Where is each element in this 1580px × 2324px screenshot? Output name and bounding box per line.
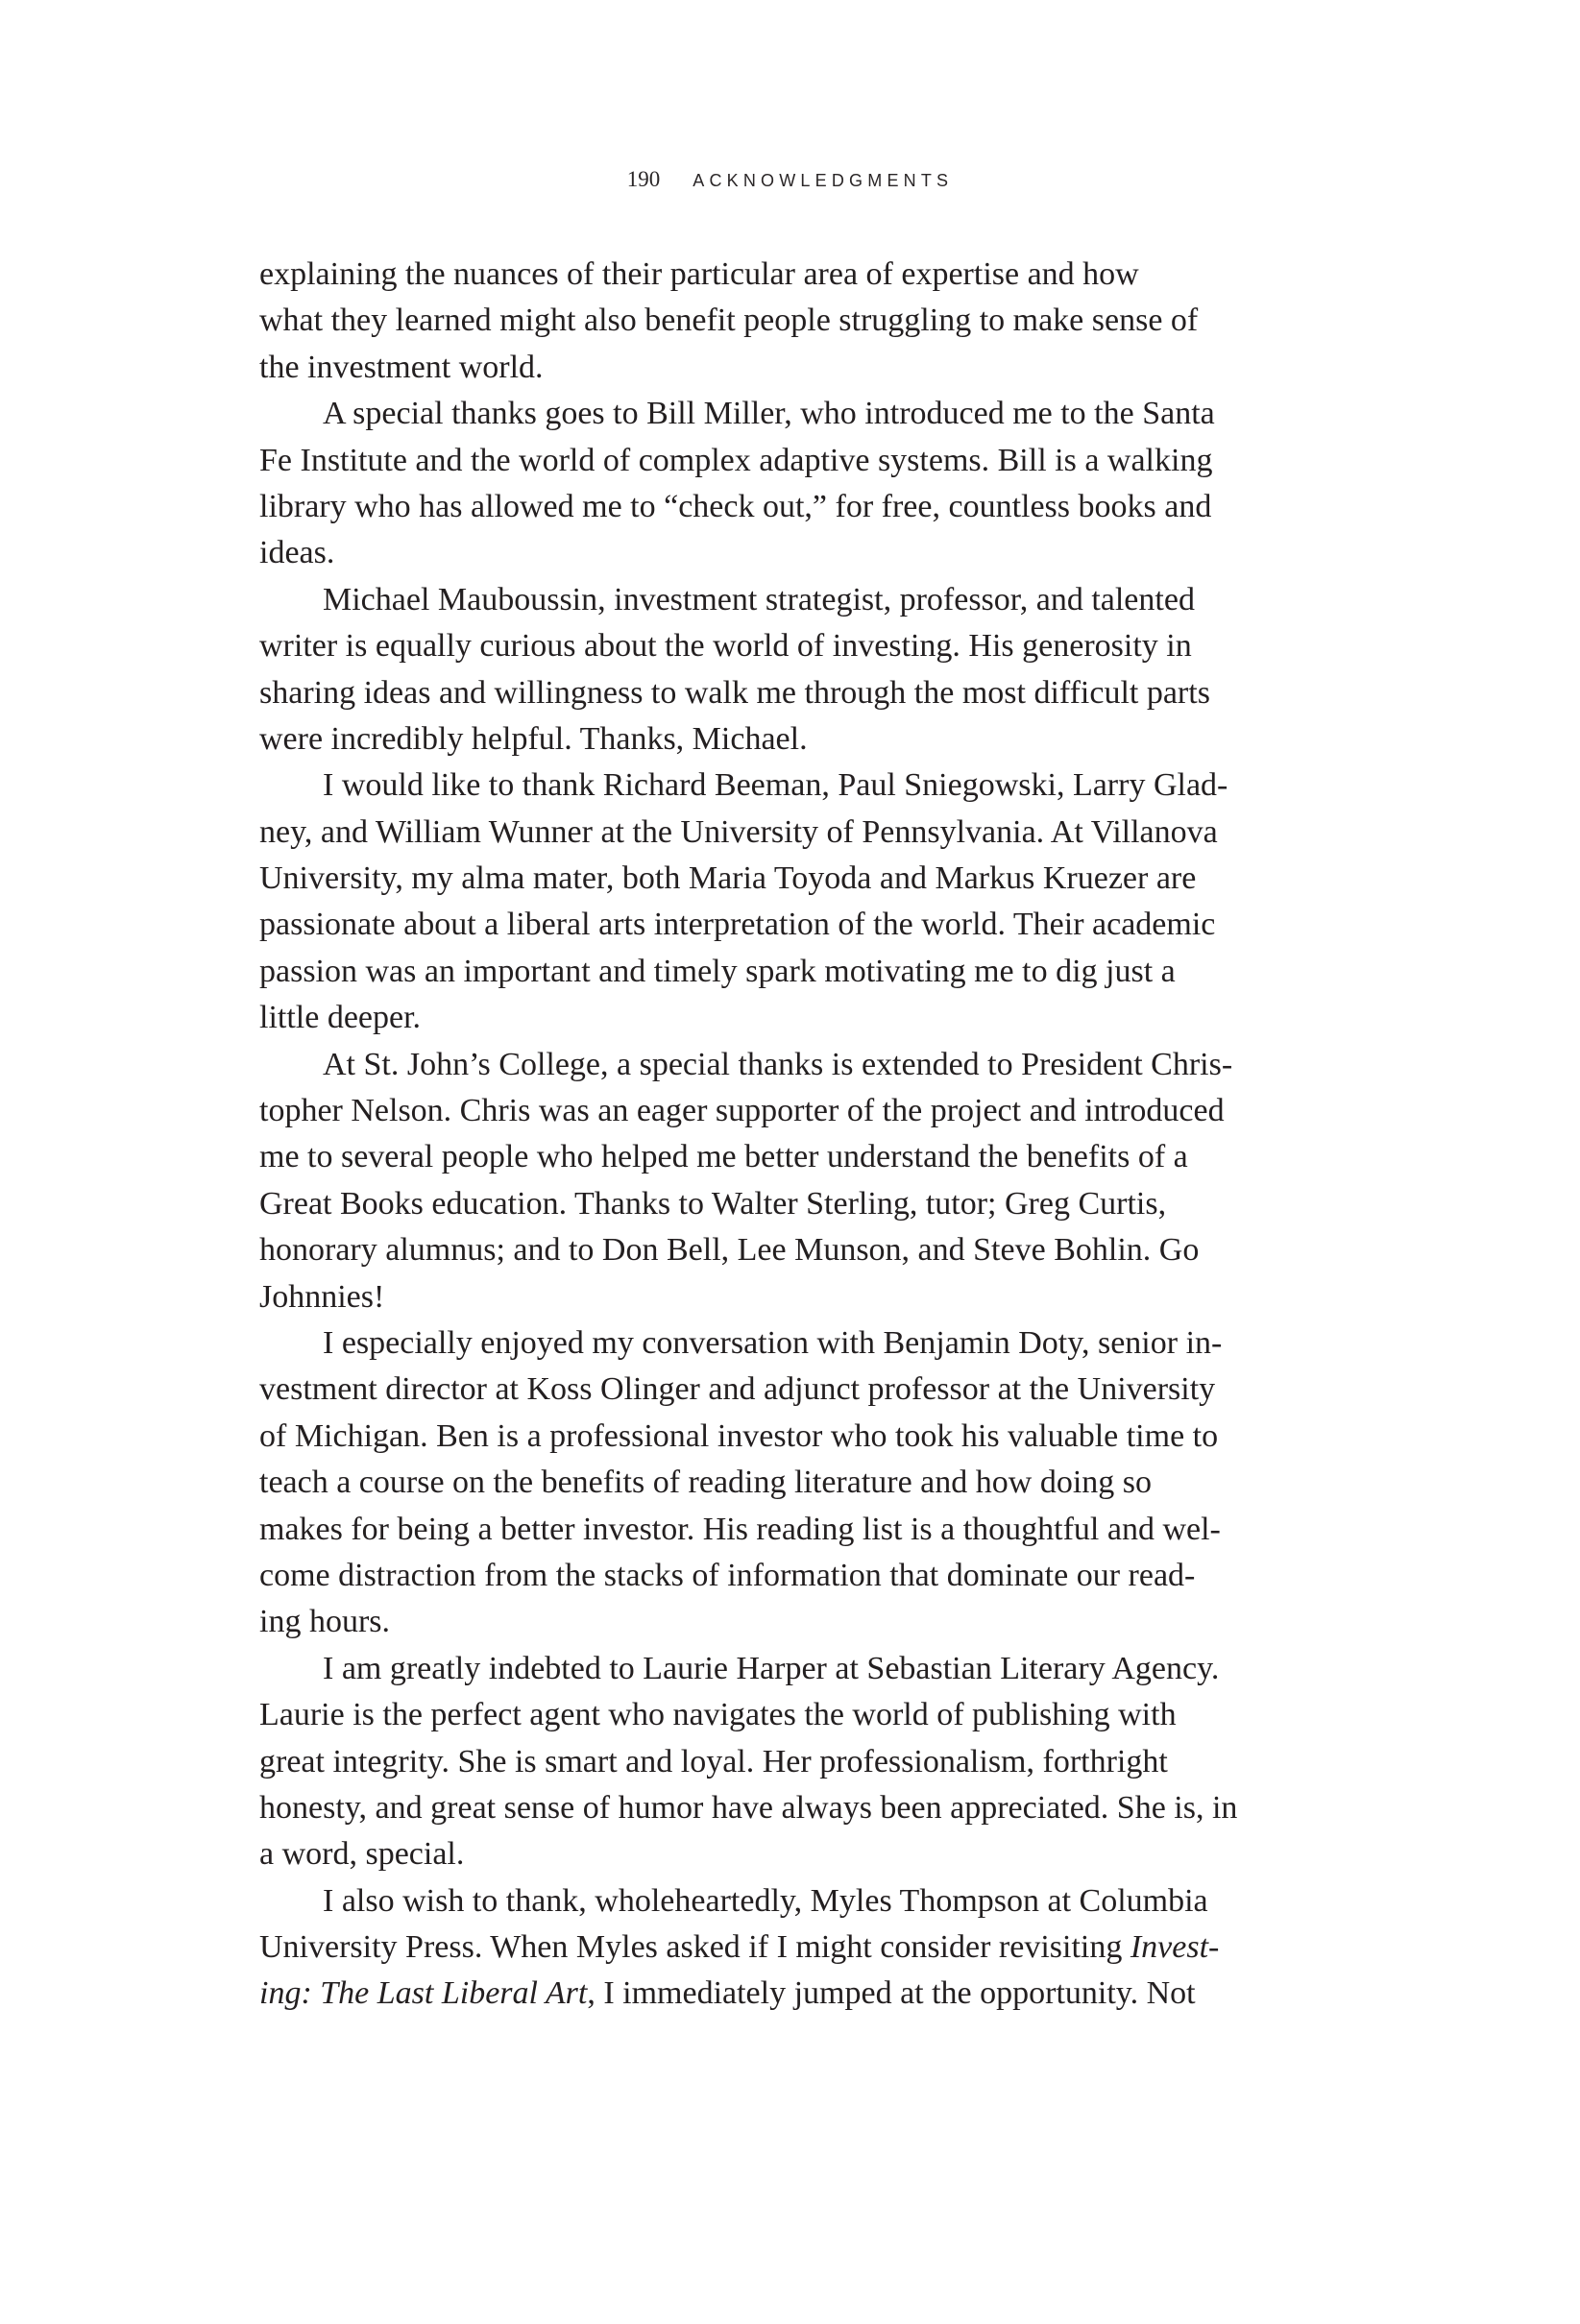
text-line: Laurie is the perfect agent who navigates the world of publishing with bbox=[259, 1697, 1177, 1733]
text-line: great integrity. She is smart and loyal. Her professionalism, forthright bbox=[259, 1743, 1168, 1779]
paragraph bbox=[259, 1042, 1333, 1320]
text-line: Johnnies! bbox=[259, 1278, 385, 1315]
paragraph bbox=[259, 577, 1333, 763]
text-line: what they learned might also benefit people struggling to make sense of bbox=[259, 303, 1199, 339]
text-line: I especially enjoyed my conversation with Benjamin Doty, senior in- bbox=[323, 1324, 1223, 1361]
body-text bbox=[259, 252, 1333, 2018]
section-title: ACKNOWLEDGMENTS bbox=[693, 171, 954, 190]
text-line: library who has allowed me to “check out,” for free, countless books and bbox=[259, 488, 1212, 524]
text-line: the investment world. bbox=[259, 349, 544, 385]
text-line: honesty, and great sense of humor have always been appreciated. She is, in bbox=[259, 1789, 1238, 1826]
text-line: a word, special. bbox=[259, 1836, 465, 1873]
paragraph bbox=[259, 763, 1333, 1041]
paragraph bbox=[259, 1646, 1333, 1878]
text-line: I also wish to thank, wholeheartedly, Myles Thompson at Columbia bbox=[323, 1882, 1208, 1919]
paragraph bbox=[259, 1878, 1333, 2018]
text-line: ideas. bbox=[259, 535, 335, 571]
text-segment: , I immediately jumped at the opportunity. Not bbox=[587, 1975, 1196, 2012]
text-line: Great Books education. Thanks to Walter Sterling, tutor; Greg Curtis, bbox=[259, 1185, 1167, 1222]
text-line: passionate about a liberal arts interpretation of the world. Their academic bbox=[259, 907, 1216, 943]
text-line: were incredibly helpful. Thanks, Michael. bbox=[259, 720, 808, 757]
text-line: teach a course on the benefits of reading literature and how doing so bbox=[259, 1465, 1153, 1501]
text-line: me to several people who helped me better understand the benefits of a bbox=[259, 1139, 1188, 1175]
text-line: ing hours. bbox=[259, 1604, 390, 1640]
book-title-italic: ing: The Last Liberal Art bbox=[259, 1975, 588, 2012]
text-line: sharing ideas and willingness to walk me through the most difficult parts bbox=[259, 674, 1210, 711]
text-line bbox=[259, 1971, 1333, 2017]
text-line: come distraction from the stacks of information that dominate our read- bbox=[259, 1557, 1196, 1593]
text-line: I am greatly indebted to Laurie Harper at Sebastian Literary Agency. bbox=[323, 1650, 1220, 1686]
text-line: vestment director at Koss Olinger and adjunct professor at the University bbox=[259, 1371, 1216, 1408]
book-title-italic: Invest- bbox=[1130, 1929, 1220, 1966]
text-line bbox=[259, 1925, 1333, 1971]
paragraph bbox=[259, 391, 1333, 577]
page-number: 190 bbox=[626, 167, 661, 191]
text-line: Michael Mauboussin, investment strategist, professor, and talented bbox=[323, 581, 1195, 617]
paragraph bbox=[259, 252, 1333, 391]
text-line: topher Nelson. Chris was an eager supporter of the project and introduced bbox=[259, 1093, 1225, 1129]
text-line: passion was an important and timely spark motivating me to dig just a bbox=[259, 953, 1176, 989]
paragraph bbox=[259, 1320, 1333, 1646]
text-line: I would like to thank Richard Beeman, Paul Sniegowski, Larry Glad- bbox=[323, 767, 1228, 804]
text-line: explaining the nuances of their particular area of expertise and how bbox=[259, 256, 1139, 292]
text-line: makes for being a better investor. His reading list is a thoughtful and wel- bbox=[259, 1511, 1221, 1547]
running-head bbox=[0, 167, 1580, 192]
text-line: Fe Institute and the world of complex adaptive systems. Bill is a walking bbox=[259, 442, 1213, 478]
text-line: University, my alma mater, both Maria Toyoda and Markus Kruezer are bbox=[259, 860, 1197, 897]
text-line: of Michigan. Ben is a professional investor who took his valuable time to bbox=[259, 1417, 1219, 1454]
text-line: little deeper. bbox=[259, 1000, 422, 1036]
text-segment: University Press. When Myles asked if I might consider revisiting bbox=[259, 1929, 1130, 1966]
text-line: ney, and William Wunner at the University of Pennsylvania. At Villanova bbox=[259, 813, 1218, 850]
text-line: A special thanks goes to Bill Miller, who introduced me to the Santa bbox=[323, 396, 1215, 432]
text-line: writer is equally curious about the world of investing. His generosity in bbox=[259, 628, 1192, 665]
text-line: At St. John’s College, a special thanks is extended to President Chris- bbox=[323, 1046, 1233, 1082]
text-line: honorary alumnus; and to Don Bell, Lee Munson, and Steve Bohlin. Go bbox=[259, 1232, 1200, 1269]
